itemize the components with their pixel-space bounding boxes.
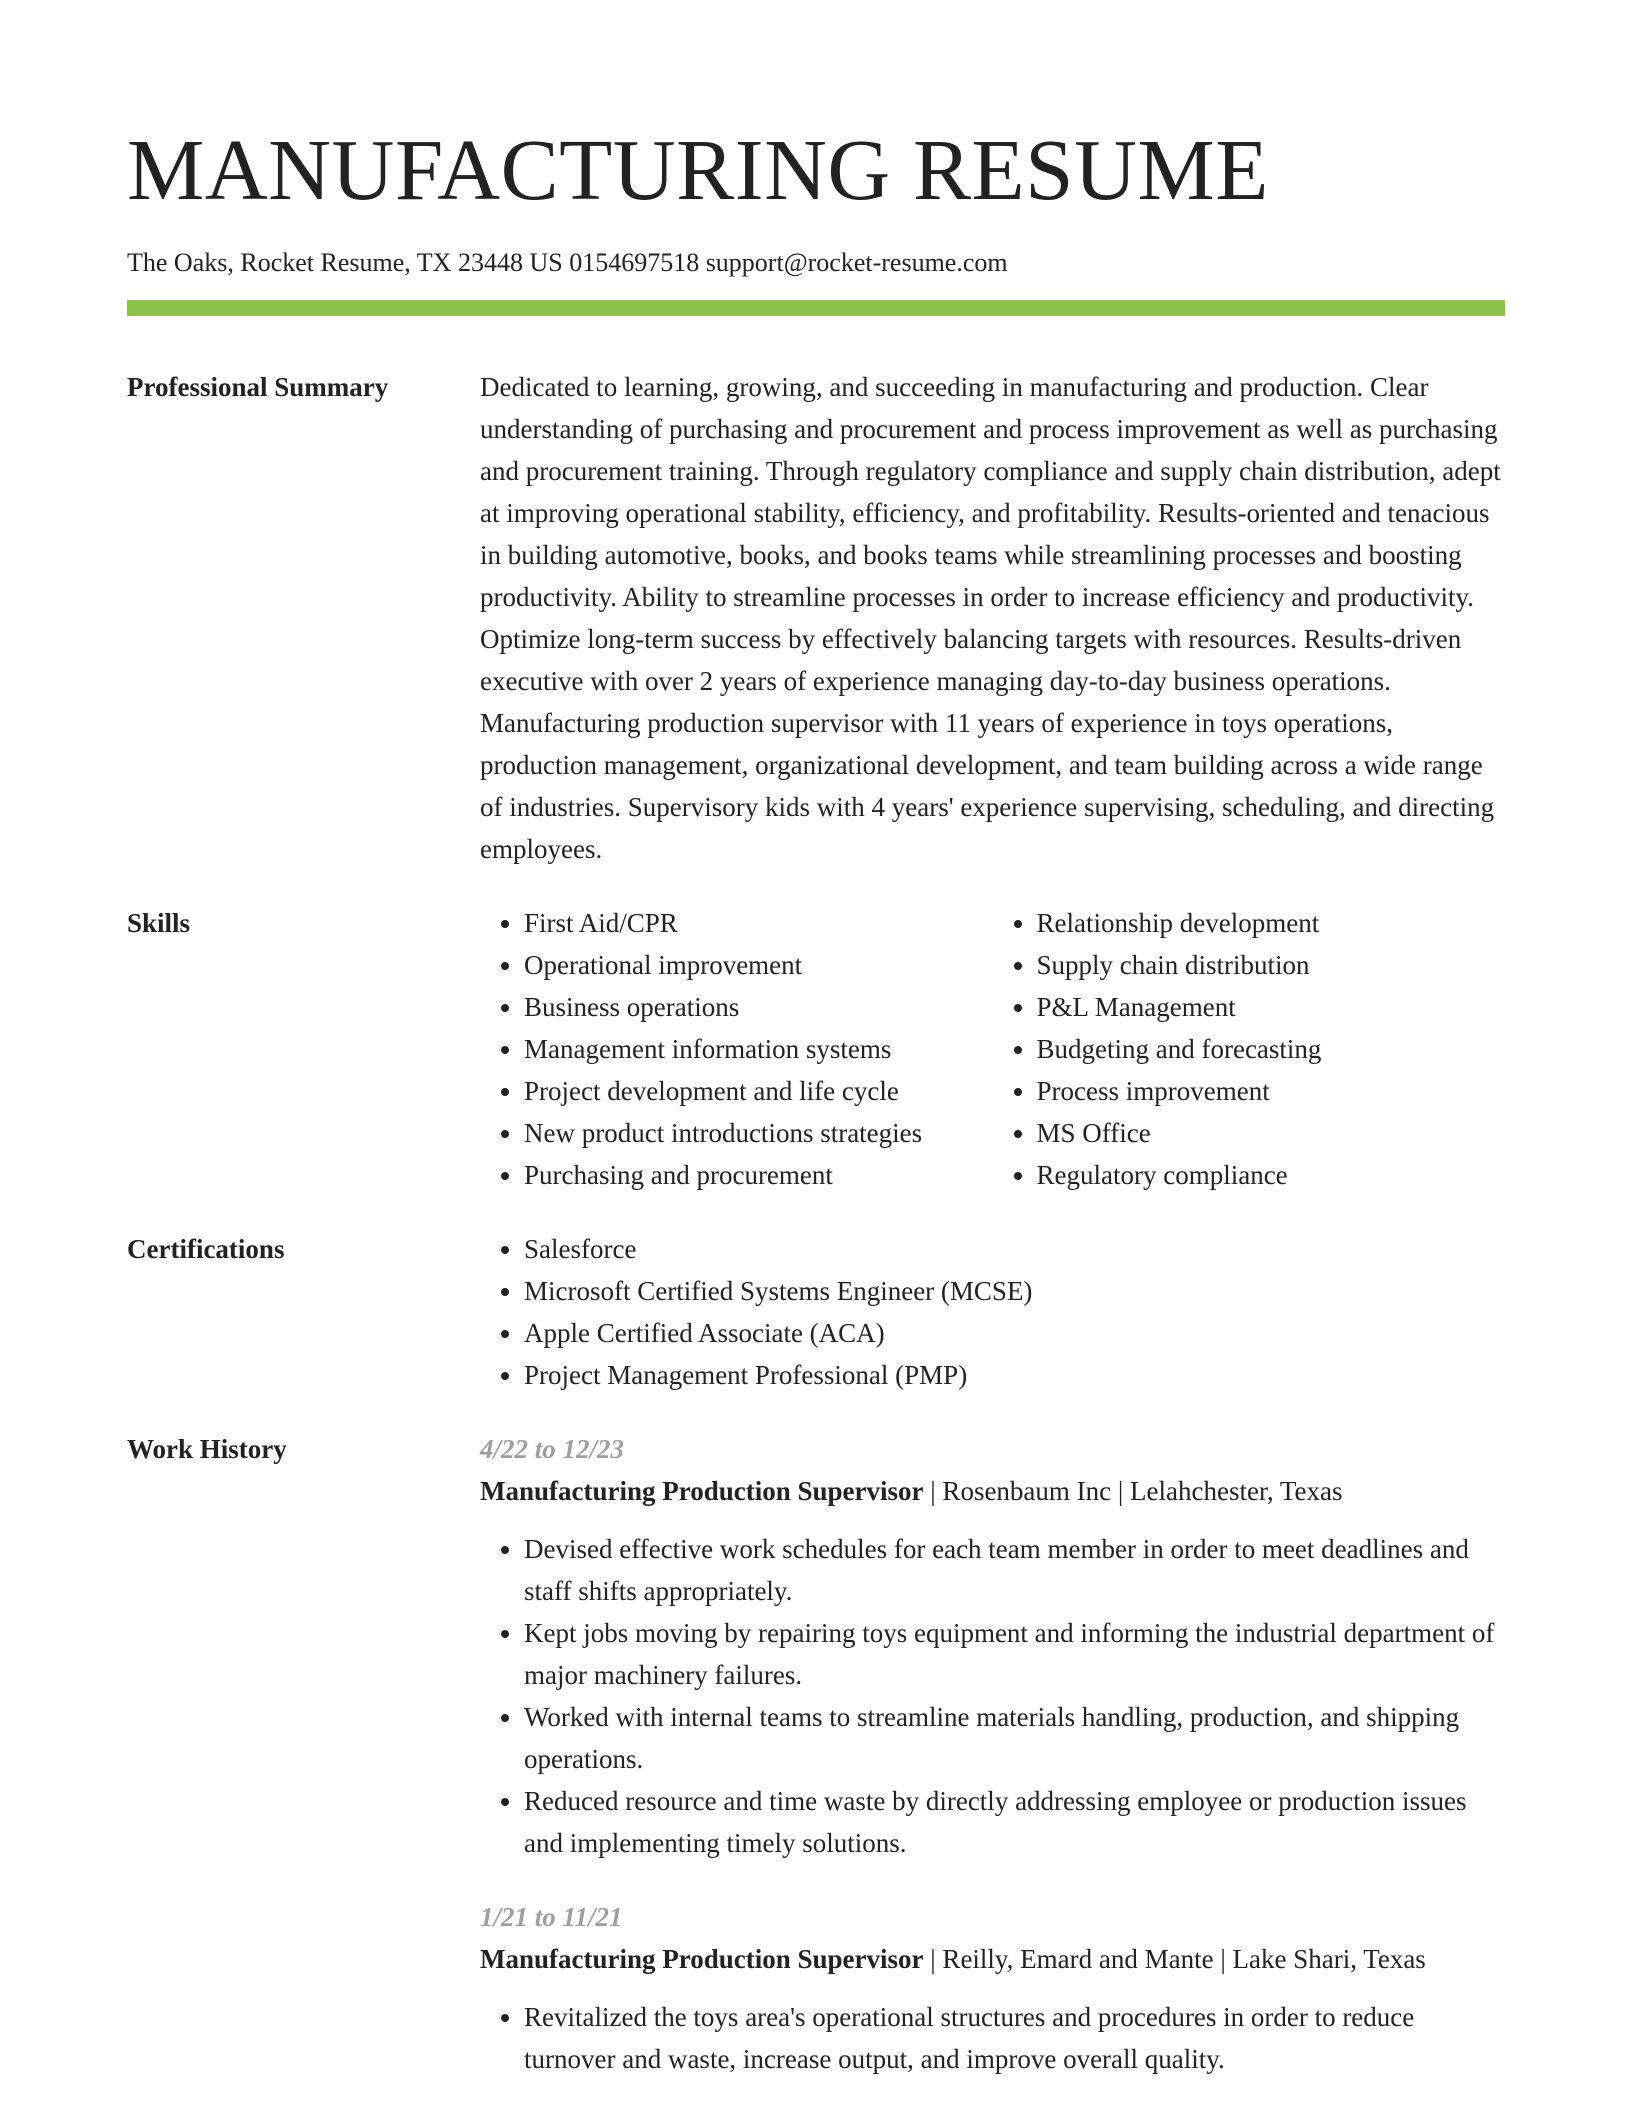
skill-item: • New product introductions strategies bbox=[524, 1112, 993, 1154]
section-label-certifications: Certifications bbox=[127, 1234, 285, 1264]
job-dates: 4/22 to 12/23 bbox=[480, 1434, 625, 1464]
job-entry bbox=[480, 1428, 1505, 1864]
resume-title: MANUFACTURING RESUME bbox=[127, 121, 1269, 218]
skill-item: • P&L Management bbox=[1037, 986, 1506, 1028]
skill-item: • Operational improvement bbox=[524, 944, 993, 986]
summary-text: Dedicated to learning, growing, and succeeding in manufacturing and production. Clear understanding of purchasing and procurement and process improvement as well as purchasing and procurement training. Through regulatory compliance and supply chain distribution, adept at improving operational stability, efficiency, and profitability. Results-oriented and tenacious in building automotive, books, and books teams while streamlining processes and boosting productivity. Ability to streamline processes in order to increase efficiency and productivity. Optimize long-term success by effectively balancing targets with resources. Results-driven executive with over 2 years of experience managing day-to-day business operations. Manufacturing production supervisor with 11 years of experience in toys operations, production management, organizational development, and team building across a wide range of industries. Supervisory kids with 4 years' experience supervising, scheduling, and directing employees. bbox=[480, 372, 1501, 864]
job-bullets bbox=[480, 1996, 1505, 2080]
certification-item: • Apple Certified Associate (ACA) bbox=[524, 1312, 1505, 1354]
skills-list-right bbox=[993, 902, 1506, 1196]
certifications-body bbox=[480, 1228, 1505, 1396]
certification-item: • Microsoft Certified Systems Engineer (MCSE) bbox=[524, 1270, 1505, 1312]
job-heading bbox=[480, 1470, 1505, 1512]
job-title: Manufacturing Production Supervisor bbox=[480, 1944, 924, 1974]
job-bullet: • Devised effective work schedules for each team member in order to meet deadlines and staff shifts appropriately. bbox=[524, 1528, 1505, 1612]
certification-item: • Project Management Professional (PMP) bbox=[524, 1354, 1505, 1396]
contact-line: The Oaks, Rocket Resume, TX 23448 US 0154697518 support@rocket-resume.com bbox=[127, 248, 1008, 277]
skills-columns bbox=[480, 902, 1505, 1196]
skill-item: • Relationship development bbox=[1037, 902, 1506, 944]
job-bullet: • Reduced resource and time waste by directly addressing employee or production issues and implementing timely solutions. bbox=[524, 1780, 1505, 1864]
accent-divider bbox=[127, 300, 1505, 316]
certifications-list bbox=[480, 1228, 1505, 1396]
skill-item: • MS Office bbox=[1037, 1112, 1506, 1154]
job-entry bbox=[480, 1896, 1505, 2080]
skill-item: • Management information systems bbox=[524, 1028, 993, 1070]
skills-section bbox=[127, 902, 1505, 1196]
job-dates: 1/21 to 11/21 bbox=[480, 1902, 623, 1932]
job-bullets bbox=[480, 1528, 1505, 1864]
work-history-body bbox=[480, 1428, 1505, 2080]
job-title: Manufacturing Production Supervisor bbox=[480, 1476, 924, 1506]
skill-item: • Budgeting and forecasting bbox=[1037, 1028, 1506, 1070]
section-label-summary: Professional Summary bbox=[127, 372, 389, 402]
certification-item: • Salesforce bbox=[524, 1228, 1505, 1270]
skill-item: • Regulatory compliance bbox=[1037, 1154, 1506, 1196]
job-bullet: • Kept jobs moving by repairing toys equipment and informing the industrial department of major machinery failures. bbox=[524, 1612, 1505, 1696]
certifications-section bbox=[127, 1228, 1505, 1396]
skill-item: • Business operations bbox=[524, 986, 993, 1028]
job-heading bbox=[480, 1938, 1505, 1980]
job-bullet: • Worked with internal teams to streamline materials handling, production, and shipping operations. bbox=[524, 1696, 1505, 1780]
work-history-section bbox=[127, 1428, 1505, 2080]
section-label-skills: Skills bbox=[127, 908, 191, 938]
section-label-work-history: Work History bbox=[127, 1434, 287, 1464]
skill-item: • Purchasing and procurement bbox=[524, 1154, 993, 1196]
job-details: | Rosenbaum Inc | Lelahchester, Texas bbox=[923, 1476, 1343, 1506]
skill-item: • Process improvement bbox=[1037, 1070, 1506, 1112]
summary-section bbox=[127, 366, 1505, 870]
skill-item: • Supply chain distribution bbox=[1037, 944, 1506, 986]
skill-item: • Project development and life cycle bbox=[524, 1070, 993, 1112]
job-details: | Reilly, Emard and Mante | Lake Shari, Texas bbox=[923, 1944, 1426, 1974]
skill-item: • First Aid/CPR bbox=[524, 902, 993, 944]
job-bullet: • Revitalized the toys area's operational structures and procedures in order to reduce turnover and waste, increase output, and improve overall quality. bbox=[524, 1996, 1505, 2080]
skills-list-left bbox=[480, 902, 993, 1196]
